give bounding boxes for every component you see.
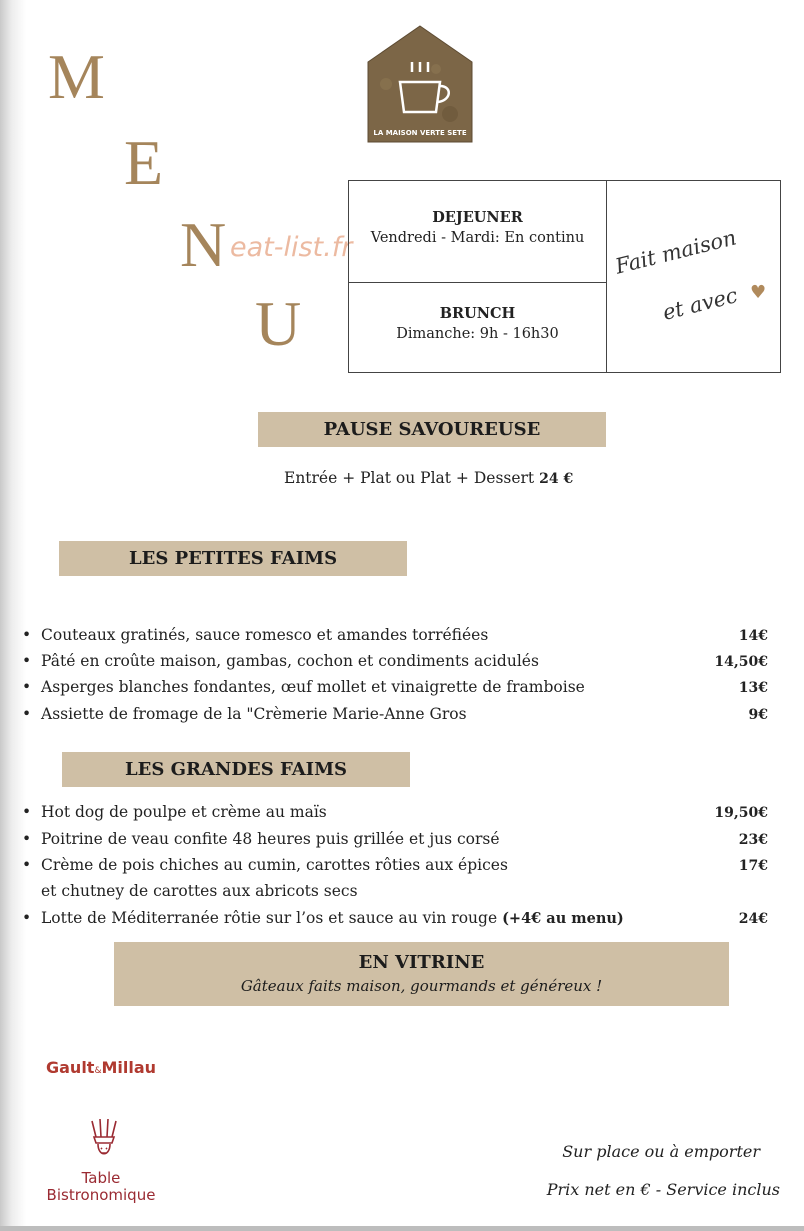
watermark: eat-list.fr — [230, 232, 353, 263]
item-text: Pâté en croûte maison, gambas, cochon et condiments acidulés — [41, 652, 539, 670]
page-edge-shadow — [0, 0, 26, 1231]
footer-takeaway: Sur place ou à emporter — [562, 1142, 760, 1161]
item-text: Crème de pois chiches au cumin, carottes rôties aux épices — [41, 856, 508, 874]
heart-icon: ♥ — [750, 282, 767, 303]
gault-amp: & — [94, 1066, 102, 1076]
lunch-time: Vendredi - Mardi: En continu — [370, 230, 585, 246]
pause-formula: Entrée + Plat ou Plat + Dessert — [284, 469, 535, 487]
logo-text: LA MAISON VERTE SETE — [373, 129, 467, 137]
item-price: 23€ — [738, 832, 768, 848]
item-price: 24€ — [738, 911, 768, 927]
item-text: Asperges blanches fondantes, œuf mollet et vinaigrette de framboise — [41, 678, 585, 696]
item-text: Hot dog de poulpe et crème au maïs — [41, 803, 327, 821]
pause-title: PAUSE SAVOUREUSE — [258, 412, 606, 447]
item-text: Assiette de fromage de la "Crèmerie Marie-Anne Gros — [41, 705, 467, 723]
menu-letter-m: M — [48, 41, 106, 112]
item-text-wrap — [41, 909, 624, 927]
table-bistronomique-logo — [40, 1170, 162, 1204]
petites-title: LES PETITES FAIMS — [59, 541, 407, 576]
lunch-title: DEJEUNER — [432, 209, 523, 226]
hours-divider-vertical — [606, 181, 607, 372]
gault-millau-logo — [46, 1058, 156, 1077]
chef-hat-icon — [86, 1117, 122, 1167]
menu-letter-u: U — [255, 288, 303, 359]
hours-box — [348, 180, 781, 373]
vitrine-band — [114, 942, 729, 1006]
item-price: 13€ — [738, 680, 768, 696]
bistro-line2: Bistronomique — [46, 1186, 156, 1204]
hours-divider-horizontal — [349, 282, 607, 283]
lunch-cell — [349, 209, 606, 246]
item-price: 14€ — [738, 628, 768, 644]
item-extra: (+4€ au menu) — [502, 910, 624, 927]
bottom-edge — [0, 1226, 804, 1231]
item-text-continued: et chutney de carottes aux abricots secs — [41, 882, 358, 900]
item-text: Couteaux gratinés, sauce romesco et amandes torréfiées — [41, 626, 489, 644]
menu-letter-n: N — [180, 209, 228, 280]
item-price: 17€ — [738, 858, 768, 874]
brunch-cell — [349, 305, 606, 342]
millau-text: Millau — [101, 1058, 157, 1077]
item-price: 19,50€ — [714, 805, 768, 821]
item-price: 9€ — [748, 707, 768, 723]
brunch-title: BRUNCH — [439, 305, 516, 322]
item-text: Poitrine de veau confite 48 heures puis grillée et jus corsé — [41, 830, 500, 848]
bistro-line1: Table — [81, 1169, 121, 1187]
pause-formula-line — [284, 469, 573, 487]
item-price: 14,50€ — [714, 654, 768, 670]
item-text: Lotte de Méditerranée rôtie sur l’os et sauce au vin rouge — [41, 909, 498, 927]
menu-letter-e: E — [124, 127, 165, 198]
logo-house-icon — [366, 24, 474, 144]
grandes-title: LES GRANDES FAIMS — [62, 752, 410, 787]
footer-prices: Prix net en € - Service inclus — [546, 1180, 780, 1199]
pause-price: 24 € — [539, 471, 574, 487]
gault-text: Gault — [46, 1058, 95, 1077]
tagline-line1: Fait maison — [612, 225, 739, 279]
tagline-line2: et avec — [660, 283, 740, 325]
vitrine-title: EN VITRINE — [358, 952, 485, 973]
brunch-time: Dimanche: 9h - 16h30 — [396, 326, 559, 342]
vitrine-subtitle: Gâteaux faits maison, gourmands et généreux ! — [240, 977, 603, 995]
